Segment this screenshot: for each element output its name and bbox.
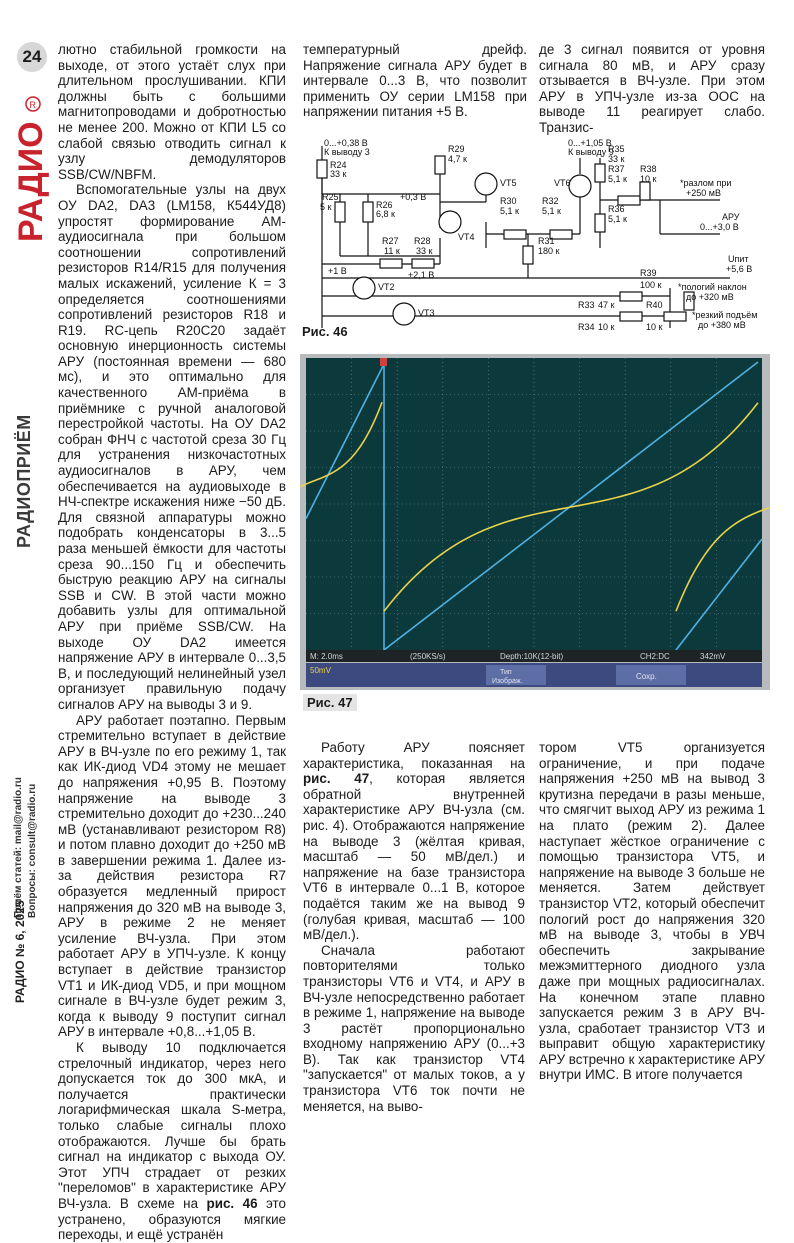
text-column-1 (58, 42, 286, 1243)
r31-value: 180 к (538, 246, 560, 256)
magazine-logo (12, 92, 50, 244)
r35-value: 33 к (608, 154, 625, 164)
r34-label: R34 (578, 322, 595, 332)
label-out3-voltage: 0...+0,38 В (324, 138, 368, 148)
annotation-break-voltage: +250 мВ (686, 188, 721, 198)
magazine-logo-text: РАДИО (12, 121, 50, 242)
r30-value: 5,1 к (500, 206, 519, 216)
r25-label: R25 (322, 192, 339, 202)
text-column-3-bottom (539, 740, 765, 1083)
r27-value: 11 к (384, 246, 400, 256)
menu-button-save-label: Сохр. (636, 672, 657, 681)
r24-label: R24 (330, 160, 347, 170)
figure-reference: рис. 46 (206, 1195, 258, 1211)
figure-46-caption: Рис. 46 (302, 324, 348, 339)
text-column-2-top (303, 42, 527, 120)
contacts-line-2: Вопросы: consult@radio.ru (27, 783, 38, 918)
r39-label: R39 (640, 268, 657, 278)
r40-value: 10 к (646, 322, 663, 332)
r30-label: R30 (500, 196, 517, 206)
r35-label: R35 (608, 144, 625, 154)
annotation-slope-voltage: до +320 мВ (686, 292, 734, 302)
contacts (12, 777, 40, 918)
paragraph (303, 740, 525, 943)
r40-label: R40 (646, 300, 663, 310)
sidebar (0, 0, 50, 1028)
paragraph: температурный дрейф. Напряжение сигнала АРУ будет в интервале 0...3 В, что позволит применить ОУ серии LM158 при напряжении питания +5 В. (303, 42, 527, 120)
trace-1-scale: 50mV (310, 666, 331, 675)
upit-voltage: +5,6 В (726, 264, 753, 274)
text-run: Работу АРУ поясняет характеристика, показанная на (303, 740, 525, 771)
r39-value: 100 к (640, 280, 662, 290)
text-column-3-top (539, 42, 765, 136)
aru-range: 0...+3,0 В (700, 222, 739, 232)
text-run: , которая является обратной внутренней характеристике АРУ ВЧ-узла (см. рис. 4). Отображаются напряжение на выводе 3 (жёлтая кривая, масштаб — 50 мВ/дел.) и напряжение на базе транзистора VT6 в интервале 0...1 В, которое подаётся таким же на вывод 9 (голубая кривая, масштаб — 100 мВ/дел.). (303, 771, 526, 943)
aru-label: АРУ (722, 212, 740, 222)
vt6-label: VT6 (554, 178, 571, 188)
annotation-rise: *резкий подъём (692, 310, 758, 320)
r26-value: 6,8 к (376, 209, 395, 219)
paragraph: Вспомогательные узлы на двух ОУ DA2, DA3 (LM158, К544УД8) упростят формирование АМ-аудиосигнала при большом соотношении сопротивлений резисторов R14/R15 для получения малых искажений, усиление К = 3 определяется соотношениями сопротивлений резисторов R18 и R19. RC-цепь R20C20 задаёт основную инерционность системы АРУ (постоянная времени — 680 мс), и это оптимально для качественного АМ-приёма в приёмнике с ручной аналоговой перестройкой частоты. На ОУ DA2 собран ФНЧ с частотой среза 30 Гц для устранения низкочастотных аудиосигналов в АРУ, чем обеспечивается на аудиовыходе в НЧ-спектре искажения ниже −50 дБ. Для связной аппаратуры можно подобрать конденсаторы в 3...5 раза меньшей ёмкости для частоты среза 90...150 Гц и обеспечить быструю реакцию АРУ на сигналы SSB и CW. В этой части можно добавить узлы для оптимальной АРУ при приёме SSB/CW. На выходе ОУ DA2 имеется напряжение АРУ в интервале 0...3,5 В, и последующий нелинейный узел организует правильную подачу сигналов АРУ на выводы 3 и 9. (58, 182, 286, 712)
text-run: это устранено, образуются мягкие переходы, и ещё устранён (58, 1195, 286, 1243)
r31-label: R31 (538, 236, 555, 246)
r29-value: 4,7 к (448, 154, 467, 164)
rubric-label: РАДИОПРИЁМ (14, 414, 34, 548)
r38-value: 10 к (640, 174, 657, 184)
r34-value: 10 к (598, 322, 615, 332)
r24-value: 33 к (330, 169, 347, 179)
r38-label: R38 (640, 164, 657, 174)
vt2-label: VT2 (378, 282, 395, 292)
ch2-voltage: 342mV (700, 652, 726, 661)
label-out9-voltage: 0...+1,05 В (568, 138, 612, 148)
figure-reference: рис. 47 (303, 771, 370, 787)
figure-47-caption: Рис. 47 (303, 694, 357, 711)
annotation-slope: *пологий наклон (678, 282, 747, 292)
paragraph: тором VT5 организуется ограничение, и при подаче напряжения +250 мВ на вывод 3 крутизна передачи в разы меньше, что смягчит выход АРУ из режима 1 на плато (режим 2). Далее наступает жёсткое ограничение с помощью транзистора VT5, и напряжение на выводе 3 больше не меняется. Затем действует транзистор VT2, который обеспечит пологий рост до напряжения 320 мВ на выводе 3, чтобы в УВЧ обеспечить закрывание межэмиттерного диодного узла даже при мощных радиосигналах. На конечном этапе плавно запускается режим 3 в АРУ ВЧ-узла, сработает транзистор VT3 и выправит общую характеристику АРУ встречно к характеристике АРУ внутри ИМС. В итоге получается (539, 740, 765, 1083)
paragraph: лютно стабильной громкости на выходе, от этого устаёт слух при длительном прослушивании. КПИ должны быть с большими магнитопроводами и добротностью не менее 200. Можно от КПИ L5 со слабой связью отводить сигнал к узлу демодуляторов SSB/CW/NBFM. (58, 42, 286, 182)
r26-label: R26 (376, 200, 393, 210)
r28-value: 33 к (416, 246, 433, 256)
oscilloscope-screen (300, 354, 770, 690)
r36-label: R36 (608, 204, 625, 214)
text-column-2-bottom (303, 740, 525, 1114)
menu-button-image-label: Изображ. (492, 678, 523, 685)
oscillogram-figure-47 (300, 354, 770, 690)
vt4-label: VT4 (458, 232, 475, 242)
r37-value: 5,1 к (608, 174, 627, 184)
sample-rate-label: (250KS/s) (410, 652, 446, 661)
paragraph: АРУ работает поэтапно. Первым стремительно вступает в действие АРУ в ВЧ-узле по его режиму 1, так как ИК-диод VD4 этому не мешает до напряжения +0,95 В. Поэтому напряжение на выводе 3 стремительно доходит до +230...240 мВ (устанавливают резистором R8) и потом плавно доходит до +250 мВ в завершении режима 1. Далее из-за действия резистора R7 образуется медленный прирост напряжения до 320 мВ на выводе 3, АРУ в режиме 2 не меняет усиление ВЧ-узла. При этом работает АРУ в УПЧ-узле. К концу вступает в действие транзистор VT1 и ИК-диод VD5, и при мощном сигнале в ВЧ-узле будет режим 3, когда к выводу 9 поступит сигнал АРУ в интервале +0,8...+1,05 В. (58, 712, 286, 1040)
paragraph: де 3 сигнал появится от уровня сигнала 80 мВ, и АРУ сразу отзывается в ВЧ-узле. При этом АРУ в УПЧ-узле из-за ООС на выводе 11 реагирует слабо. Транзис- (539, 42, 765, 135)
svg-text:R: R (29, 100, 36, 110)
upit-label: Uпит (728, 254, 749, 264)
r37-label: R37 (608, 164, 625, 174)
annotation-rise-voltage: до +380 мВ (698, 320, 746, 330)
annotation-break: *разлом при (680, 178, 732, 188)
r32-label: R32 (542, 196, 559, 206)
voltage-label: +0,3 В (400, 192, 427, 202)
r27-label: R27 (382, 236, 399, 246)
text-run: К выводу 10 подключается стрелочный индикатор, через него допускается ток до 300 мкА, и получается практически логарифмическая шкала S-метра, только слабые сигналы плохо отображаются. Лучше бы брать сигнал на индикатор с выхода ОУ. Этот УПЧ страдает от резких "переломов" в характеристике АРУ ВЧ-узла. В схеме на (58, 1040, 286, 1211)
schematic-figure-46 (300, 138, 770, 350)
r36-value: 5,1 к (608, 214, 627, 224)
paragraph: Сначала работают повторителями только транзисторы VT6 и VT4, и АРУ в ВЧ-узле непосредственно работает в режиме 1, напряжение на выводе 3 растёт пропорционально входному напряжению АРУ (0...+3 В). Так как транзистор VT4 "запускается" от малых токов, а у транзистора VT6 ток почти не меняется, на выво- (303, 942, 525, 1114)
voltage-label: +1 В (328, 266, 347, 276)
paragraph (58, 1040, 286, 1243)
ch2-label: CH2:DC (640, 652, 670, 661)
vt5-label: VT5 (500, 178, 517, 188)
r33-label: R33 (578, 300, 595, 310)
r28-label: R28 (414, 236, 431, 246)
page-number: 24 (17, 42, 47, 72)
label-out3: К выводу 3 (324, 147, 370, 157)
trigger-marker (380, 358, 387, 366)
contacts-line-1: Приём статей: mail@radio.ru (13, 777, 24, 918)
voltage-label: +2,1 В (408, 270, 435, 280)
menu-button-type-label: Тип (500, 669, 512, 676)
label-out9: К выводу 9 (568, 147, 614, 157)
r29-label: R29 (448, 144, 465, 154)
issue-label: РАДИО № 6, 2025 (13, 900, 27, 1003)
vt3-label: VT3 (418, 308, 435, 318)
r25-value: 5 к (320, 202, 332, 212)
timebase-label: M: 2.0ms (310, 652, 343, 661)
r33-value: 47 к (598, 300, 615, 310)
r32-value: 5,1 к (542, 206, 561, 216)
depth-label: Depth:10K(12-bit) (500, 652, 564, 661)
